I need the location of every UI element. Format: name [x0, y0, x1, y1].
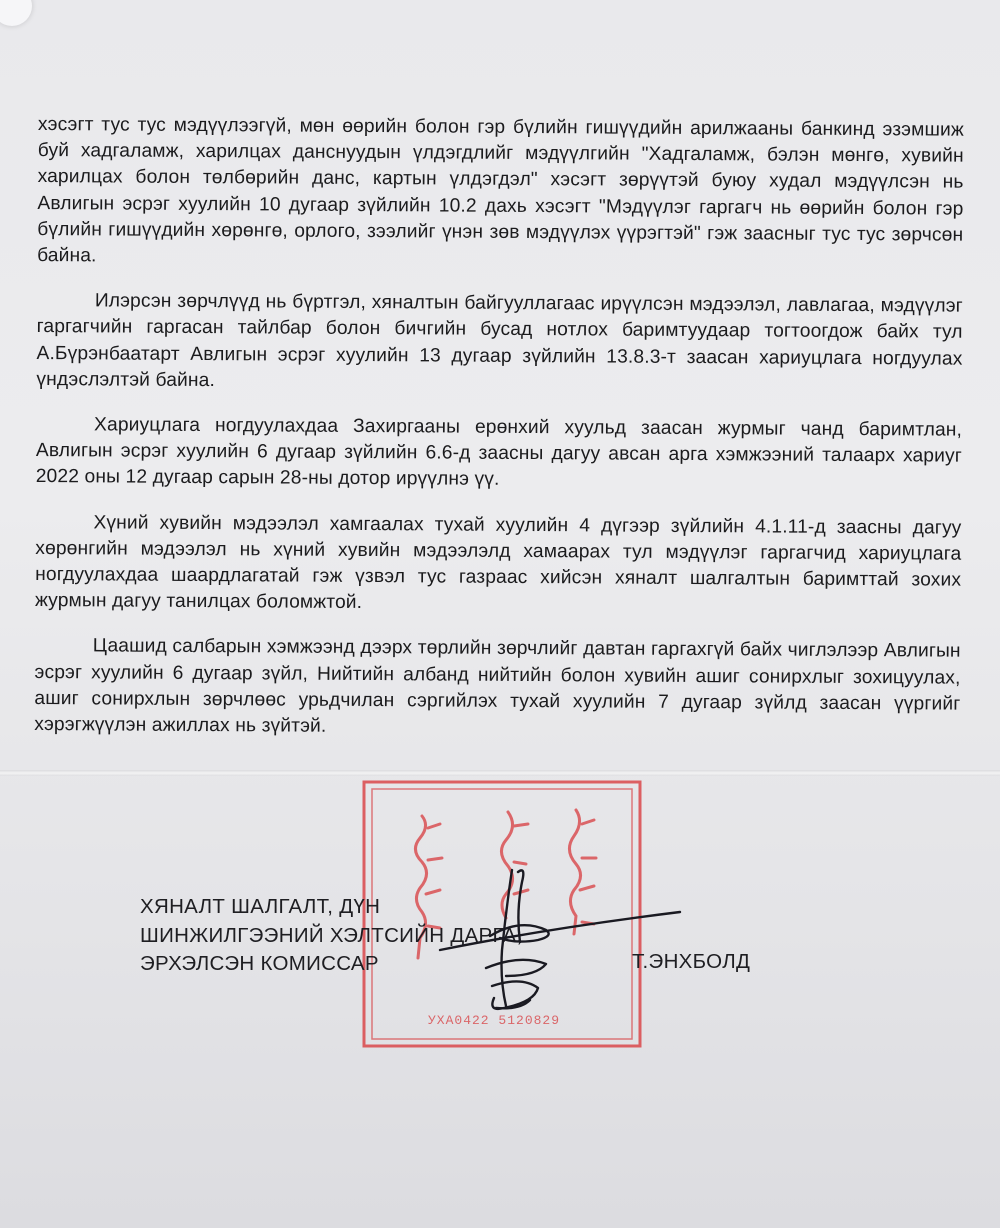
document-body — [34, 112, 964, 763]
signatory-name: Т.ЭНХБОЛД — [632, 950, 751, 973]
handwritten-signature — [420, 858, 690, 1038]
position-line-3: ЭРХЭЛСЭН КОМИССАР — [140, 952, 379, 975]
paragraph-5: Цаашид салбарын хэмжээнд дээрх төрлийн зөрчлийг давтан гаргахгүй байх чиглэлээр Авлигын эсрэг хуулийн 6 дугаар зүйл, Нийтийн албанд нийтийн болон хувийн ашиг сонирхлыг зохицуулах, ашиг сонирхлын зөрчлөөс урьдчилан сэргийлэх тухай хуулийн 7 дугаар зүйлд заасан үүргийг хэрэгжүүлэн ажиллах нь зүйтэй. — [34, 635, 961, 737]
stamp-number: УХА0422 5120829 — [428, 1013, 561, 1028]
paragraph-2: Илэрсэн зөрчлүүд нь бүртгэл, хяналтын байгууллагаас ирүүлсэн мэдээлэл, лавлагаа, мэдүүлэг гаргагчийн гаргасан тайлбар болон бичгийн бусад нотлох баримтуудаар тогтоогдож байх тул А.Бүрэнбаатарт Авлигын эсрэг хуулийн 13 дугаар зүйлийн 13.8.3-т заасан хариуцлага ногдуулах үндэслэлтэй байна. — [36, 290, 963, 391]
position-line-1: ХЯНАЛТ ШАЛГАЛТ, ДҮН — [140, 895, 381, 918]
position-line-2: ШИНЖИЛГЭЭНИЙ ХЭЛТСИЙН ДАРГА, — [140, 923, 523, 947]
page-corner — [0, 0, 32, 26]
paragraph-4: Хүний хувийн мэдээлэл хамгаалах тухай хуулийн 4 дүгээр зүйлийн 4.1.11-д заасны дагуу хөрөнгийн мэдээлэл нь хүний хувийн мэдээлэлд хамаарах тул мэдүүлэг гаргагчид хариуцлага ногдуулахдаа шаардлагатай гэж үзвэл тус газраас хийсэн хяналт шалгалтын баримттай зохих журмын дагуу танилцах боломжтой. — [34, 511, 962, 614]
paragraph-3: Хариуцлага ногдуулахдаа Захиргааны ерөнхий хуульд заасан журмыг чанд баримтлан, Авлигын эсрэг хуулийн 6 дугаар зүйлийн 6.6-д заасны дагуу авсан арга хэмжээний талаарх хариуг 2022 оны 12 дугаар сарын 28-ны дотор ирүүлнэ үү. — [35, 414, 963, 491]
paragraph-1: хэсэгт тус тус мэдүүлээгүй, мөн өөрийн болон гэр бүлийн гишүүдийн арилжааны банкинд эзэмшиж буй хадгаламж, харилцах данснуудын үлдэгдлийг мэдүүлгийн "Хадгаламж, бэлэн мөнгө, хувийн харилцах болон төлбөрийн данс, картын үлдэгдэл" хэсэгт зөрүүтэй буюу худал мэдүүлсэн нь Авлигын эсрэг хуулийн 10 дугаар зүйлийн 10.2 дахь хэсэгт "Мэдүүлэг гаргагч нь өөрийн болон гэр бүлийн гишүүдийн хөрөнгө, орлого, зээлийг үнэн зөв мэдүүлэх үүрэгтэй" гэж заасныг тус тус зөрчсөн байна. — [37, 113, 964, 267]
